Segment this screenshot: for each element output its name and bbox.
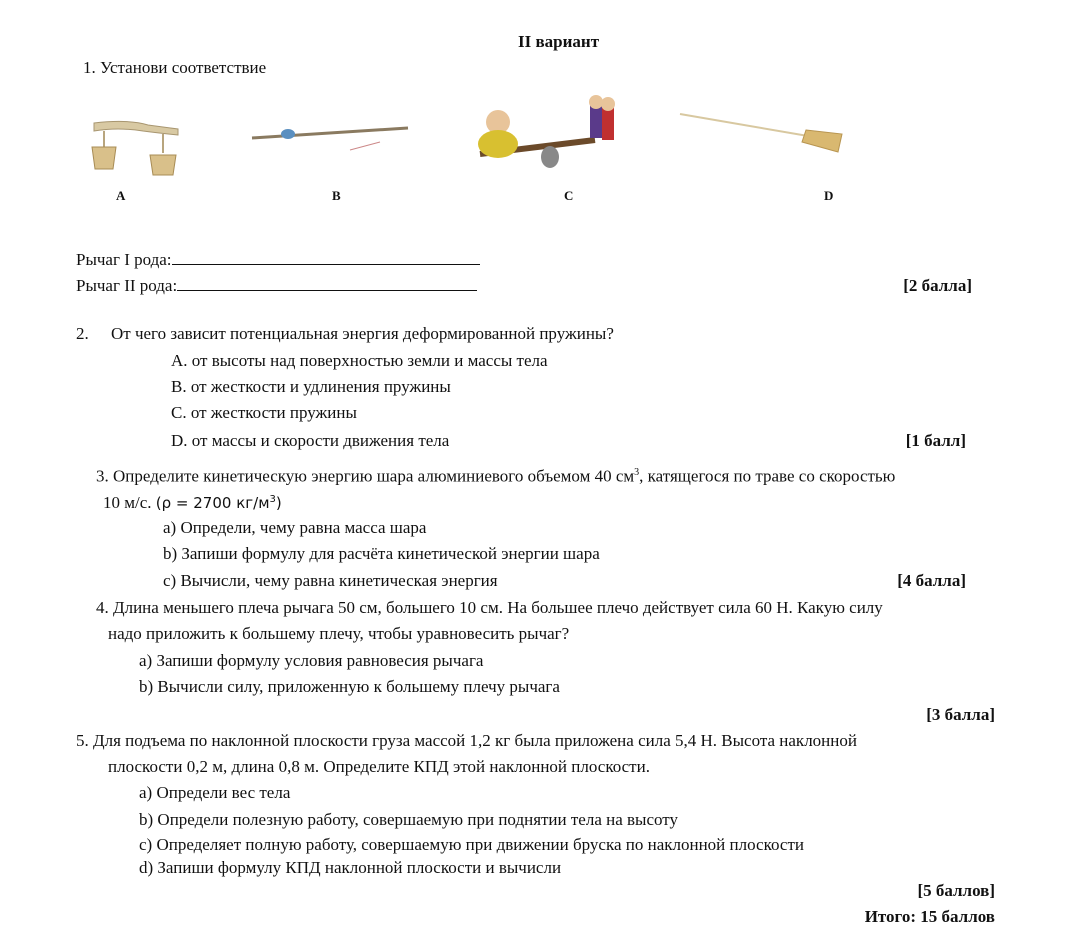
lever2-answer-line[interactable] [177, 276, 477, 291]
q2-option-b: B. от жесткости и удлинения пружины [171, 377, 451, 396]
image-label-c: C [564, 188, 574, 203]
yoke-with-buckets-icon [88, 115, 188, 180]
image-label-b: B [332, 188, 341, 203]
q3-points: [4 балла] [897, 571, 966, 590]
q5-line2: плоскости 0,2 м, длина 0,8 м. Определите КПД этой наклонной плоскости. [108, 757, 650, 776]
q1-points: [2 балла] [903, 276, 972, 295]
q5-item-a: a) Определи вес тела [139, 783, 291, 802]
q3-density-text: (ρ = 2700 кг/м [155, 494, 270, 512]
q2-option-c: C. от жесткости пружины [171, 403, 357, 422]
q3-density-sup: 3 [269, 494, 276, 505]
q3-item-a: a) Определи, чему равна масса шара [163, 518, 427, 537]
lever2-label: Рычаг II рода: [76, 276, 178, 295]
image-label-a: A [116, 188, 126, 203]
q2-text: От чего зависит потенциальная энергия деформированной пружины? [111, 324, 614, 343]
seesaw-icon [470, 92, 620, 172]
q5-points: [5 баллов] [917, 881, 995, 900]
q3-item-b: b) Запиши формулу для расчёта кинетической энергии шара [163, 544, 600, 563]
q2-option-a: A. от высоты над поверхностью земли и массы тела [171, 351, 548, 370]
q4-points: [3 балла] [926, 705, 995, 724]
q3-density [156, 494, 282, 512]
q3-item-c: c) Вычисли, чему равна кинетическая энергия [163, 571, 498, 590]
lever1-answer-line[interactable] [172, 250, 480, 265]
q4-text: 4. Длина меньшего плеча рычага 50 см, большего 10 см. На большее плечо действует сила 60 Н. Какую силу [96, 598, 883, 617]
q3-text-main: 3. Определите кинетическую энергию шара алюминиевого объемом 40 см [96, 466, 635, 486]
lever1-row [76, 250, 480, 270]
broom-icon [678, 108, 848, 153]
q2-points: [1 балл] [905, 431, 966, 450]
q5-item-d: d) Запиши формулу КПД наклонной плоскости и вычисли [139, 858, 562, 877]
total-points: Итого: 15 баллов [864, 907, 995, 926]
q3-line2 [103, 490, 282, 513]
q3-text [96, 463, 895, 487]
q3-text-end: , катящегося по траве со скоростью [639, 466, 896, 486]
q3-speed: 10 м/с. [103, 493, 152, 512]
q4-item-b: b) Вычисли силу, приложенную к большему плечу рычага [139, 677, 560, 696]
q5-item-c: c) Определяет полную работу, совершаемую при движении бруска по наклонной плоскости [139, 835, 804, 854]
q5-text: 5. Для подъема по наклонной плоскости груза массой 1,2 кг была приложена сила 5,4 Н. Высота наклонной [76, 731, 857, 750]
page-title: II вариант [518, 32, 600, 51]
lever2-row [76, 276, 477, 296]
q1-text: 1. Установи соответствие [83, 58, 267, 77]
q4-line2: надо приложить к большему плечу, чтобы уравновесить рычаг? [108, 624, 570, 643]
q4-item-a: a) Запиши формулу условия равновесия рычага [139, 651, 484, 670]
q3-sup: 3 [634, 467, 640, 478]
lever1-label: Рычаг I рода: [76, 250, 172, 269]
fishing-rod-icon [250, 122, 410, 154]
q5-item-b: b) Определи полезную работу, совершаемую при поднятии тела на высоту [139, 810, 679, 829]
image-label-d: D [824, 188, 834, 203]
q3-density-end: ) [275, 494, 282, 512]
q2-number: 2. [76, 324, 89, 343]
q2-option-d: D. от массы и скорости движения тела [171, 431, 450, 450]
